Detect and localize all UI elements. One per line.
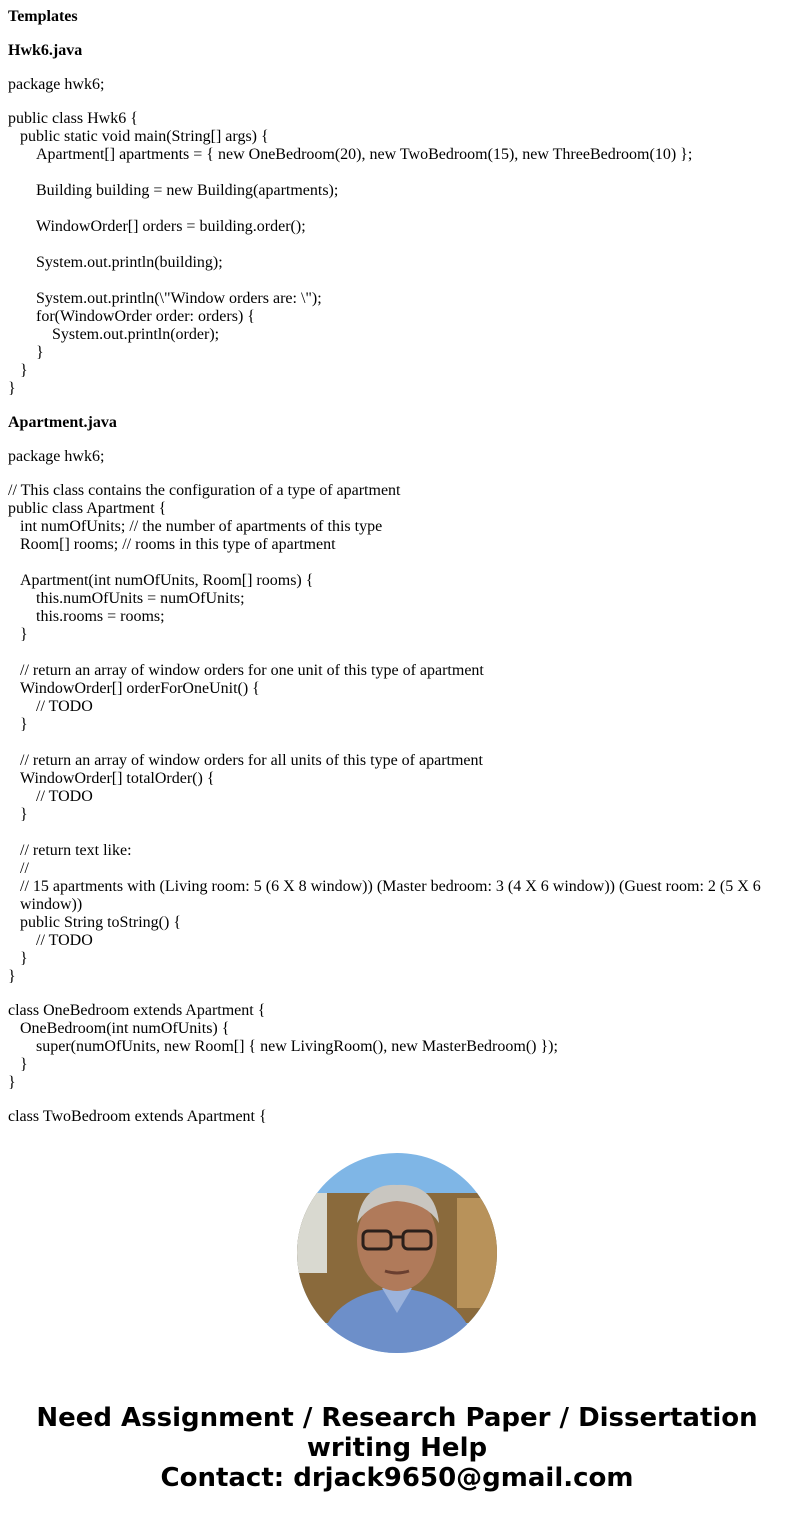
code-line: } bbox=[36, 344, 44, 361]
code-line: // return an array of window orders for one unit of this type of apartment bbox=[20, 662, 484, 679]
code-line: public static void main(String[] args) { bbox=[20, 128, 269, 145]
code-line: WindowOrder[] orders = building.order(); bbox=[36, 218, 306, 235]
code-line: System.out.println(\"Window orders are: \"); bbox=[36, 290, 322, 307]
code-line: } bbox=[8, 968, 16, 985]
code-line: Apartment[] apartments = { new OneBedroom(20), new TwoBedroom(15), new ThreeBedroom(10) }; bbox=[36, 146, 693, 163]
code-line: WindowOrder[] orderForOneUnit() { bbox=[20, 680, 260, 697]
code-line: } bbox=[20, 1056, 28, 1073]
author-photo bbox=[297, 1153, 497, 1353]
code-line: } bbox=[20, 950, 28, 967]
code-line: class OneBedroom extends Apartment { bbox=[8, 1002, 266, 1019]
code-line: public class Hwk6 { bbox=[8, 110, 138, 127]
code-line: this.rooms = rooms; bbox=[36, 608, 165, 625]
code-line: } bbox=[8, 380, 16, 397]
code-line: } bbox=[8, 1074, 16, 1091]
footer-help-text: Need Assignment / Research Paper / Dissertation writing Help bbox=[36, 1403, 758, 1463]
code-line: super(numOfUnits, new Room[] { new LivingRoom(), new MasterBedroom() }); bbox=[36, 1038, 558, 1055]
code-line: // return an array of window orders for all units of this type of apartment bbox=[20, 752, 483, 769]
code-line: package hwk6; bbox=[8, 76, 105, 93]
code-line: System.out.println(order); bbox=[52, 326, 220, 343]
code-block bbox=[8, 482, 788, 986]
code-line bbox=[8, 272, 788, 290]
code-line bbox=[8, 734, 788, 752]
code-line: // bbox=[20, 860, 29, 877]
code-line: } bbox=[20, 716, 28, 733]
code-line bbox=[8, 644, 788, 662]
footer-banner bbox=[0, 1403, 794, 1493]
file-heading: Hwk6.java bbox=[8, 42, 83, 59]
code-line: int numOfUnits; // the number of apartments of this type bbox=[20, 518, 383, 535]
code-line: class TwoBedroom extends Apartment { bbox=[8, 1108, 267, 1124]
code-block bbox=[8, 76, 788, 94]
code-line: Room[] rooms; // rooms in this type of apartment bbox=[20, 536, 336, 553]
code-line: public class Apartment { bbox=[8, 500, 167, 517]
code-line: // return text like: bbox=[20, 842, 132, 859]
code-line: Apartment(int numOfUnits, Room[] rooms) { bbox=[20, 572, 314, 589]
code-line: public String toString() { bbox=[20, 914, 182, 931]
code-line: // TODO bbox=[36, 788, 93, 805]
document-content bbox=[8, 0, 788, 1124]
code-line: // This class contains the configuration of a type of apartment bbox=[8, 482, 401, 499]
code-line: } bbox=[20, 626, 28, 643]
footer-contact: Contact: drjack9650@gmail.com bbox=[160, 1463, 634, 1493]
code-line: this.numOfUnits = numOfUnits; bbox=[36, 590, 245, 607]
code-line bbox=[8, 554, 788, 572]
code-line: OneBedroom(int numOfUnits) { bbox=[20, 1020, 230, 1037]
code-line bbox=[8, 164, 788, 182]
files-container bbox=[8, 42, 788, 1124]
code-line bbox=[8, 200, 788, 218]
code-line: Building building = new Building(apartments); bbox=[36, 182, 339, 199]
code-line: package hwk6; bbox=[8, 448, 105, 465]
code-line: } bbox=[20, 362, 28, 379]
page-title: Templates bbox=[8, 8, 78, 25]
code-line: // TODO bbox=[36, 698, 93, 715]
code-line bbox=[8, 236, 788, 254]
code-line: // 15 apartments with (Living room: 5 (6 X 8 window)) (Master bedroom: 3 (4 X 6 window)) (Guest room: 2 (5 X 6 window)) bbox=[20, 878, 765, 913]
code-line: WindowOrder[] totalOrder() { bbox=[20, 770, 215, 787]
code-line: System.out.println(building); bbox=[36, 254, 223, 271]
code-line bbox=[8, 824, 788, 842]
code-block bbox=[8, 110, 788, 398]
code-block bbox=[8, 1108, 788, 1124]
code-block bbox=[8, 448, 788, 466]
code-line: for(WindowOrder order: orders) { bbox=[36, 308, 255, 325]
file-heading: Apartment.java bbox=[8, 414, 117, 431]
code-line: // TODO bbox=[36, 932, 93, 949]
code-line: } bbox=[20, 806, 28, 823]
code-block bbox=[8, 1002, 788, 1092]
